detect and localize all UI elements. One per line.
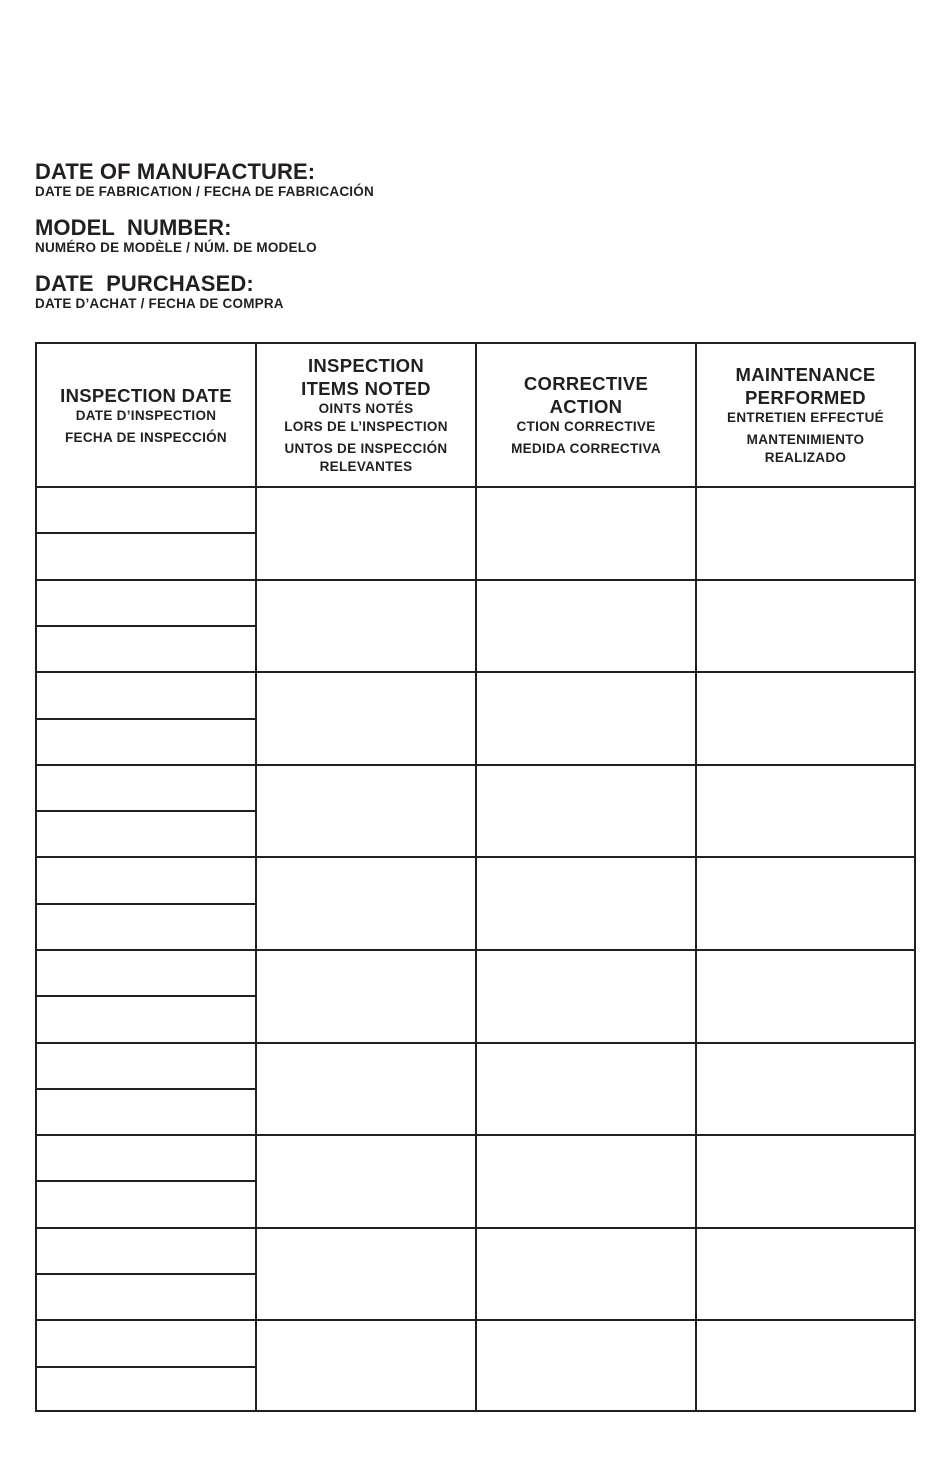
inspection-date-cell[interactable] bbox=[37, 951, 255, 995]
header-maintenance-french: ENTRETIEN EFFECTUÉ bbox=[727, 410, 884, 425]
inspection-date-cell[interactable] bbox=[37, 905, 255, 949]
inspection-date-cell[interactable] bbox=[37, 488, 255, 532]
inspection-log-table bbox=[35, 342, 916, 1412]
inspection-date-cell[interactable] bbox=[37, 1321, 255, 1365]
maintenance-performed-cell[interactable] bbox=[697, 951, 914, 1042]
corrective-action-cell[interactable] bbox=[477, 1229, 695, 1320]
corrective-action-cell[interactable] bbox=[477, 1321, 695, 1412]
model-number-label: MODEL NUMBER: bbox=[35, 215, 232, 240]
inspection-date-cell[interactable] bbox=[37, 766, 255, 810]
corrective-action-cell[interactable] bbox=[477, 951, 695, 1042]
inspection-items-cell[interactable] bbox=[257, 488, 475, 579]
header-corrective-action-title: CORRECTIVE ACTION bbox=[523, 373, 649, 417]
corrective-action-cell[interactable] bbox=[477, 673, 695, 764]
header-inspection-items-title: INSPECTION ITEMS NOTED bbox=[301, 355, 431, 399]
corrective-action-cell[interactable] bbox=[477, 488, 695, 579]
maintenance-performed-cell[interactable] bbox=[697, 673, 914, 764]
corrective-action-cell[interactable] bbox=[477, 1044, 695, 1135]
header-maintenance-spanish: MANTENIMIENTO REALIZADO bbox=[746, 432, 865, 465]
inspection-items-cell[interactable] bbox=[257, 1136, 475, 1227]
header-corrective-action bbox=[477, 344, 695, 486]
inspection-items-cell[interactable] bbox=[257, 951, 475, 1042]
corrective-action-cell[interactable] bbox=[477, 858, 695, 949]
header-maintenance-performed bbox=[697, 344, 914, 486]
header-inspection-items-noted bbox=[257, 344, 475, 486]
corrective-action-cell[interactable] bbox=[477, 1136, 695, 1227]
header-inspection-items-spanish: UNTOS DE INSPECCIÓN RELEVANTES bbox=[284, 441, 448, 474]
inspection-date-cell[interactable] bbox=[37, 534, 255, 578]
inspection-date-cell[interactable] bbox=[37, 1275, 255, 1319]
header-corrective-action-spanish: MEDIDA CORRECTIVA bbox=[511, 441, 661, 456]
maintenance-performed-cell[interactable] bbox=[697, 581, 914, 672]
inspection-date-cell[interactable] bbox=[37, 997, 255, 1041]
date-of-manufacture-field[interactable] bbox=[35, 160, 374, 200]
inspection-items-cell[interactable] bbox=[257, 858, 475, 949]
date-purchased-field[interactable] bbox=[35, 272, 284, 312]
inspection-date-cell[interactable] bbox=[37, 1368, 255, 1412]
inspection-date-cell[interactable] bbox=[37, 812, 255, 856]
model-number-translation: NUMÉRO DE MODÈLE / NÚM. DE MODELO bbox=[35, 240, 317, 255]
date-purchased-translation: DATE D’ACHAT / FECHA DE COMPRA bbox=[35, 296, 284, 311]
inspection-date-cell[interactable] bbox=[37, 581, 255, 625]
maintenance-performed-cell[interactable] bbox=[697, 488, 914, 579]
inspection-items-cell[interactable] bbox=[257, 1321, 475, 1412]
maintenance-performed-cell[interactable] bbox=[697, 1229, 914, 1320]
header-inspection-date-french: DATE D’INSPECTION bbox=[75, 407, 217, 423]
inspection-date-cell[interactable] bbox=[37, 1090, 255, 1134]
model-number-field[interactable] bbox=[35, 216, 317, 256]
inspection-items-cell[interactable] bbox=[257, 766, 475, 857]
inspection-date-cell[interactable] bbox=[37, 1136, 255, 1180]
header-corrective-action-french: CTION CORRECTIVE bbox=[516, 419, 656, 434]
date-purchased-label: DATE PURCHASED: bbox=[35, 271, 254, 296]
maintenance-performed-cell[interactable] bbox=[697, 1136, 914, 1227]
date-of-manufacture-translation: DATE DE FABRICATION / FECHA DE FABRICACIÓN bbox=[35, 184, 374, 199]
header-inspection-items-french: OINTS NOTÉS LORS DE L’INSPECTION bbox=[284, 401, 448, 434]
maintenance-performed-cell[interactable] bbox=[697, 1321, 914, 1412]
inspection-date-cell[interactable] bbox=[37, 720, 255, 764]
header-inspection-date-title: INSPECTION DATE bbox=[60, 384, 232, 406]
inspection-items-cell[interactable] bbox=[257, 673, 475, 764]
maintenance-performed-cell[interactable] bbox=[697, 766, 914, 857]
header-inspection-date-spanish: FECHA DE INSPECCIÓN bbox=[65, 429, 227, 445]
inspection-date-cell[interactable] bbox=[37, 673, 255, 717]
header-maintenance-title: MAINTENANCE PERFORMED bbox=[735, 364, 876, 408]
inspection-date-cell[interactable] bbox=[37, 1182, 255, 1226]
inspection-date-cell[interactable] bbox=[37, 1229, 255, 1273]
inspection-items-cell[interactable] bbox=[257, 1229, 475, 1320]
corrective-action-cell[interactable] bbox=[477, 766, 695, 857]
header-inspection-date bbox=[37, 344, 255, 486]
inspection-date-cell[interactable] bbox=[37, 1044, 255, 1088]
maintenance-performed-cell[interactable] bbox=[697, 858, 914, 949]
inspection-date-cell[interactable] bbox=[37, 627, 255, 671]
corrective-action-cell[interactable] bbox=[477, 581, 695, 672]
maintenance-performed-cell[interactable] bbox=[697, 1044, 914, 1135]
date-of-manufacture-label: DATE OF MANUFACTURE: bbox=[35, 159, 316, 184]
inspection-items-cell[interactable] bbox=[257, 581, 475, 672]
inspection-items-cell[interactable] bbox=[257, 1044, 475, 1135]
inspection-date-cell[interactable] bbox=[37, 858, 255, 902]
